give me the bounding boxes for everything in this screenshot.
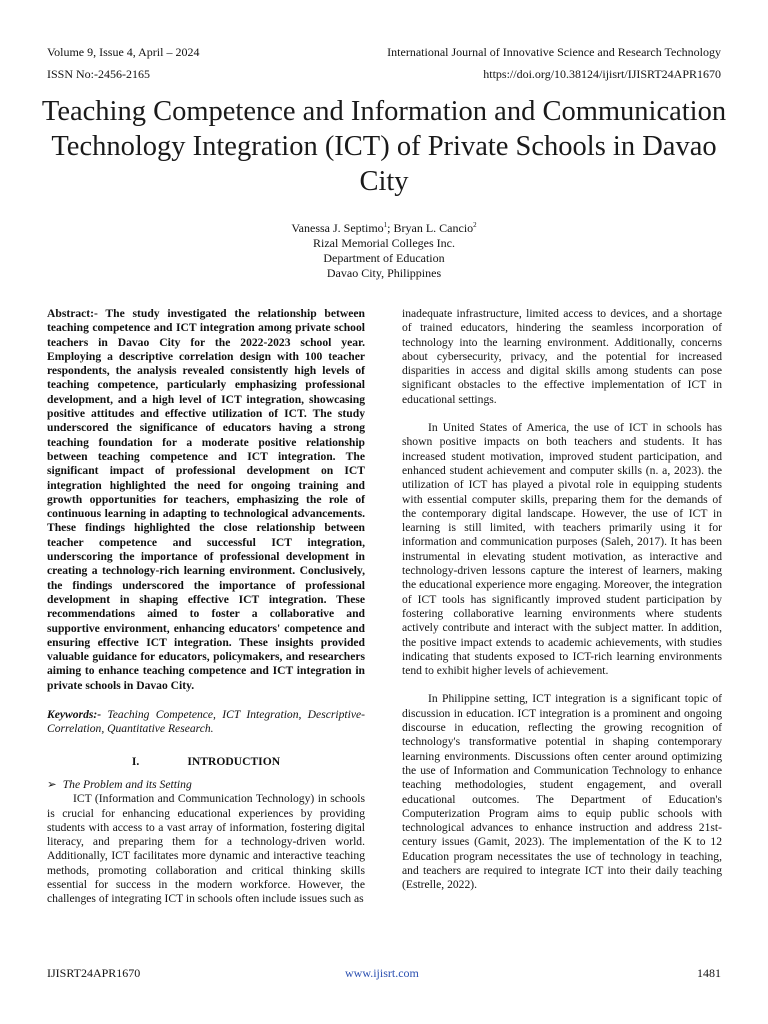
right-column <box>402 307 722 893</box>
section-number: I. <box>131 754 140 768</box>
keywords-label: Keywords:- <box>47 708 102 722</box>
paragraph-philippines: In Philippine setting, ICT integration is a significant topic of discussion in education. ICT integration is a prominent and ongoing discourse in education, reflecting the growing recognition of technology's transformative potential in shaping contemporary learning environments. Discussions often center around optimizing the use of Information and Communication Technology to enhance teaching methodologies, student engagement, and overall educational outcomes. The Department of Education's Computerization Program aims to equip public schools with technological advances to enhance instruction and address 21st-century issues (Gamit, 2023). The implementation of the K to 12 Education program necessitates the use of technology in teaching, and teachers are required to integrate ICT into their daily teaching (Estrelle, 2022). <box>402 692 722 892</box>
subsection-heading <box>47 778 365 792</box>
arrow-bullet-icon: ➢ <box>47 777 57 791</box>
footer-paper-id: IJISRT24APR1670 <box>47 966 141 980</box>
paragraph-usa: In United States of America, the use of ICT in schools has shown positive impacts on both teachers and students. It has increased student motivation, improved student participation, and enhanced student achievement and computer skills (n. a, 2023). the utilization of ICT has played a pivotal role in equipping students with essential computer skills, preparing them for the demands of the contemporary digital landscape. However, the use of ICT in learning is still limited, with teachers primarily using it for information and communication purposes (Saleh, 2017). It has been instrumental in elevating student motivation, as interactive and technology-driven lessons capture the interest of learners, making the educational experience more engaging. Moreover, the integration of ICT tools has significantly improved student participation by fostering collaborative learning environments where students actively contribute and interact with the subject matter. In addition, the positive impact extends to academic achievements, with studies indicating that students exposed to ICT-rich learning environments tend to exhibit higher levels of achievement. <box>402 421 722 678</box>
abstract-label: Abstract:- <box>47 307 98 320</box>
left-column <box>47 307 365 907</box>
abstract <box>47 307 365 693</box>
issn: ISSN No:-2456-2165 <box>47 67 151 81</box>
paragraph-continued: inadequate infrastructure, limited access to devices, and a shortage of trained educators, hindering the seamless incorporation of technology into the learning environment. Additionally, concerns about cybersecurity, privacy, and the potential for increased disparities in access and digital skills among students can pose significant obstacles to the effective implementation of ICT in educational settings. <box>402 307 722 406</box>
section-heading <box>47 755 365 769</box>
department: Department of Education <box>323 251 445 265</box>
page-number: 1481 <box>697 966 721 980</box>
author-separator: ; <box>387 221 394 235</box>
volume-issue: Volume 9, Issue 4, April – 2024 <box>47 45 200 59</box>
intro-paragraph: ICT (Information and Communication Technology) in schools is crucial for enhancing educational experiences by providing students with access to a vast array of information, fostering digital literacy, and preparing them for a technology-driven world. Additionally, ICT facilitates more dynamic and interactive teaching methods, promoting collaboration and critical thinking skills essential for success in the modern workforce. However, the challenges of integrating ICT in schools often include issues such as <box>47 792 365 906</box>
section-title: INTRODUCTION <box>187 754 281 768</box>
location: Davao City, Philippines <box>326 266 442 280</box>
journal-name: International Journal of Innovative Science and Research Technology <box>387 45 721 59</box>
author-2: Bryan L. Cancio <box>393 221 474 235</box>
affiliation: Rizal Memorial Colleges Inc. <box>313 236 455 250</box>
author-2-affil: 2 <box>473 221 477 229</box>
doi-link[interactable]: https://doi.org/10.38124/ijisrt/IJISRT24APR1670 <box>483 67 721 81</box>
paper-title: Teaching Competence and Information and Communication Technology Integration (ICT) of Private Schools in Davao City <box>41 96 727 197</box>
author-block <box>184 221 584 281</box>
author-1: Vanessa J. Septimo <box>291 221 384 235</box>
author-line <box>184 221 584 236</box>
author-1-affil: 1 <box>383 221 388 229</box>
abstract-text: The study investigated the relationship between teaching competence and ICT integration among private school teachers in Davao City for the 2022-2023 school year. Employing a descriptive correlation design with 100 teacher respondents, the analysis revealed consistently high levels of teaching competence, particularly emphasizing professional development, and a high level of ICT integration, showcasing positive attitudes and effective utilization of ICT. The study underscored the significance of educators having a strong teaching foundation for a moderate positive relationship between teaching competence and ICT integration. The significant impact of professional development on ICT integration highlighted the need for ongoing training and growth opportunities for teachers, emphasizing the role of continuous learning in adapting to technological advancements. These findings highlighted the close relationship between teacher competence and successful ICT integration, underscoring the importance of professional development in creating a technology-rich learning environment. Conclusively, the findings underscored the importance of professional development in shaping effective ICT integration. These recommendations aimed to foster a collaborative and supportive environment, enhancing educators' competence and ensuring effective ICT integration. These insights provided valuable guidance for educators, policymakers, and researchers aiming to enhance teaching competence and ICT integration in private schools in Davao City. <box>47 307 365 692</box>
subsection-title: The Problem and its Setting <box>62 777 192 791</box>
keywords-text: Teaching Competence, ICT Integration, Descriptive-Correlation, Quantitative Research. <box>47 708 365 736</box>
keywords <box>47 708 365 737</box>
footer-website-link[interactable]: www.ijisrt.com <box>345 966 419 980</box>
